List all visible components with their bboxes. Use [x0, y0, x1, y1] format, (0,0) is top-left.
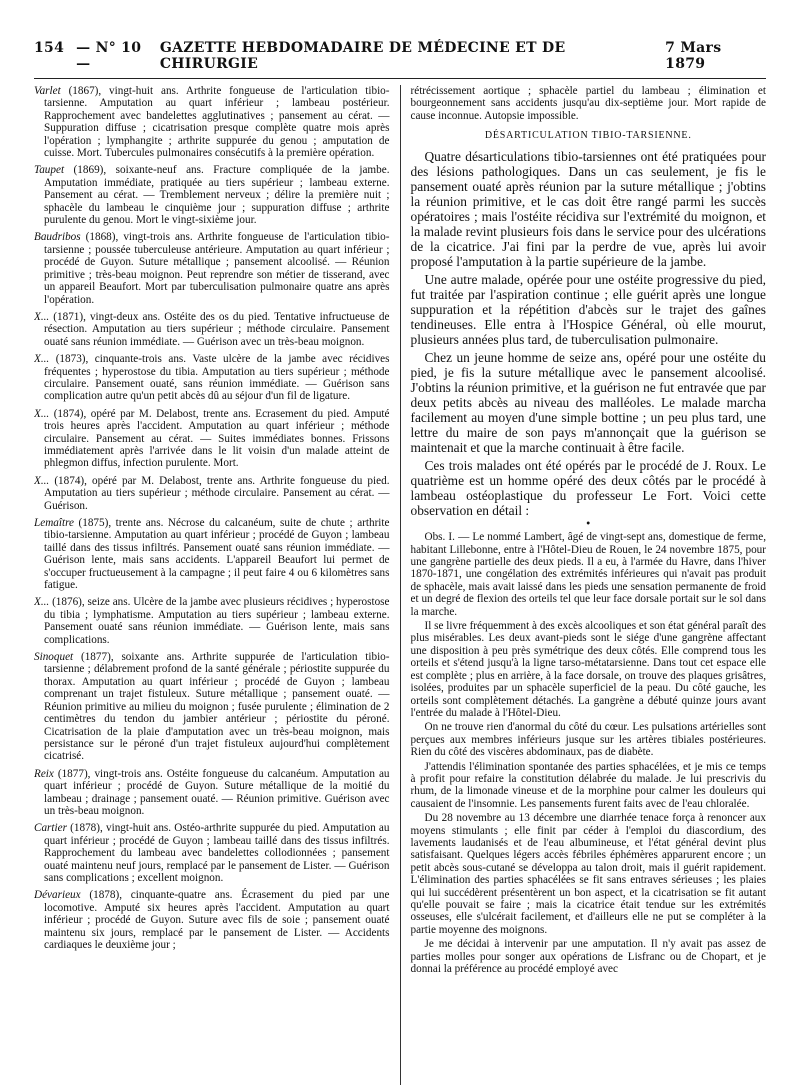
case-text: (1876), seize ans. Ulcère de la jambe avec plusieurs récidives ; hyperostose du tibia ; lymphatisme. Amputation au tiers supérieur ; lambeau externe. Pansement ouaté sans réunion immédiate. — Guérison lente, mais sans complications.	[44, 596, 390, 646]
left-column	[34, 85, 401, 1085]
patient-name: X...	[34, 407, 50, 420]
case-text: (1874), opéré par M. Delabost, trente ans. Ecrasement du pied. Amputé trois heures après l'accident. Amputation au quart inférieur ; méthode circulaire. Pansement au cérat. — Suites immédiates bonnes. Frissons immédiatement après l'arrivée dans le lit voisin d'un malade atteint de phlegmon diffus, infection purulente. Mort.	[44, 407, 390, 470]
case-entry	[34, 164, 390, 226]
patient-name: X...	[34, 596, 50, 609]
page-number: 154	[34, 40, 65, 56]
body-paragraph: Quatre désarticulations tibio-tarsiennes ont été pratiquées pour des lésions pathologiques. Dans un cas seulement, je fis le pansement ouaté après réunion par la suture métallique ; j'obtins la réunion primitive, et le cas doit être rangé parmi les succès opératoires ; mais l'ostéite récidiva sur l'extrémité du moignon, et la malade revint plusieurs fois dans le service pour des ulcérations de la cicatrice. J'ai fini par la perdre de vue, après lui avoir proposé l'amputation à la partie supérieure de la jambe.	[410, 149, 766, 270]
patient-name: Dévarieux	[34, 889, 81, 902]
case-text: (1869), soixante-neuf ans. Fracture compliquée de la jambe. Amputation immédiate, pratiquée au tiers supérieur ; lambeau externe. Pansement au cérat. — Tremblement nerveux ; délire la première nuit ; sphacèle du lambeau le cinquième jour ; suppuration diffuse ; arthrite purulente du genou. Mort le vingt-sixième jour.	[44, 164, 390, 227]
right-column	[401, 85, 767, 1085]
case-entry	[34, 408, 390, 470]
patient-name: X...	[34, 353, 50, 366]
case-entry	[34, 596, 390, 646]
case-text: (1873), cinquante-trois ans. Vaste ulcère de la jambe avec récidives fréquentes ; hyperostose du tibia. Amputation au tiers supérieur ; méthode circulaire. Pansement ouaté, sans réunion immédiate. — Guérison sans complication autre qu'un petit abcès dû au séjour d'un fil de ligature.	[44, 353, 390, 403]
patient-name: Reix	[34, 767, 54, 780]
header-left	[34, 40, 160, 72]
observation-paragraphs	[411, 531, 767, 975]
case-text: (1877), vingt-trois ans. Ostéite fongueuse du calcanéum. Amputation au quart inférieur ; procédé de Guyon. Suture métallique de la moitié du lambeau ; drainage ; pansement ouaté. — Réunion primitive. Guérison avec un très-beau moignon.	[44, 767, 390, 817]
separator-dot: •	[585, 519, 592, 531]
case-entry	[34, 768, 390, 818]
case-text: (1878), vingt-huit ans. Ostéo-arthrite suppurée du pied. Amputation au quart inférieur ; procédé de Guyon ; lambeau taillé dans des tissus infiltrés. Rapprochement du lambeau avec bandelettes collodionnées ; pansement ouaté maintenu neuf jours, remplacé par le pansement de Lister. — Guérison sans complications ; excellent moignon.	[44, 822, 390, 884]
case-entry	[34, 889, 390, 951]
observation-paragraph: Je me décidai à intervenir par une amputation. Il n'y avait pas assez de parties molles pour songer aux opérations de Lisfranc ou de Chopart, et je donnai la préférence au procédé employé avec	[410, 938, 766, 976]
patient-name: Cartier	[34, 822, 67, 835]
patient-name: Sinoquet	[34, 651, 74, 664]
case-entry	[34, 822, 390, 884]
observation-paragraph: Il se livre fréquemment à des excès alcooliques et son état général paraît des plus misérables. Les deux avant-pieds sont le siége d'une gangrène affectant une disposition à peu près symétrique des deux côtés. Elle comprend tous les orteils et s'étend jusqu'à la ligne tarso-métatarsienne. Dans tout cet espace elle est complète ; plus en arrière, à la face dorsale, on trouve des plaques grisâtres, isolées, produites par un sphacèle superficiel de la peau. Du côté gauche, les orteils sont complètement détachés. La gangrène a débuté quinze jours avant l'entrée du malade à l'Hôtel-Dieu.	[410, 620, 766, 719]
body-paragraph: Ces trois malades ont été opérés par le procédé de J. Roux. Le quatrième est un homme opéré des deux côtés par le procédé à lambeau ostéoplastique du professeur Le Fort. Voici cette observation en détail :	[410, 458, 766, 519]
patient-name: Taupet	[34, 164, 65, 177]
case-text: (1874), opéré par M. Delabost, trente ans. Arthrite fongueuse du pied. Amputation au tiers supérieur ; méthode circulaire. Pansement au cérat. — Guérison.	[44, 474, 390, 512]
case-entry	[34, 517, 390, 591]
patient-name: Baudribos	[34, 231, 81, 244]
patient-name: Varlet	[34, 85, 61, 97]
observation-paragraph: J'attendis l'élimination spontanée des parties sphacélées, et je mis ce temps à profit pour refaire la constitution délabrée du malade. Je lui prescrivis du rhum, de la limonade vineuse et de la morphine pour calmer les douleurs qui causaient de l'insomnie. Les pansements furent faits avec de l'eau chloralée.	[410, 760, 766, 810]
continuation-paragraph: rétrécissement aortique ; sphacèle partiel du lambeau ; élimination et bourgeonnement sans accidents jusqu'au dix-septième jour. Mort rapide de cause inconnue. Autopsie impossible.	[410, 85, 766, 122]
case-text: (1868), vingt-trois ans. Arthrite fongueuse de l'articulation tibio-tarsienne ; poussée tuberculeuse antérieure. Amputation au quart inférieur ; procédé de Guyon. Suture métallique ; pansement alcoolisé. — Réunion primitive ; très-beau moignon. Peut reprendre son métier de tisserand, avec un appareil Beaufort. Mort par tuberculisation pulmonaire quatre ans après l'opération.	[44, 231, 390, 306]
page-header	[34, 40, 766, 79]
observation-paragraph: On ne trouve rien d'anormal du côté du cœur. Les pulsations artérielles sont perçues aux membres inférieurs jusque sur les artères tibiales postérieures. Rien du côté des viscères abdominaux, pas de diabète.	[410, 721, 766, 759]
patient-name: X...	[34, 474, 50, 487]
observation-paragraph: Du 28 novembre au 13 décembre une diarrhée tenace força à renoncer aux moyens stimulants ; elle finit par céder à l'emploi du diascordium, des lavements laudanisés et de l'eau albumineuse, et l'état général devint plus satisfaisant. Quelques légers accès fébriles éphémères apparurent encore ; un petit abcès sous-cutané se développa au talon droit, mais il guérit rapidement. L'élimination des parties sphacélées se fit sans entraves sérieuses ; les plaies qui lui succédèrent présentèrent un bon aspect, et la cicatrisation se fit autant qu'elle pouvait se faire ; mais la cicatrice était tendue sur les extrémités osseuses, elle s'ulcérait facilement, et d'ailleurs elle ne put se compléter à la partie moyenne des moignons.	[410, 812, 766, 936]
case-text: (1875), trente ans. Nécrose du calcanéum, suite de chute ; arthrite tibio-tarsienne. Amputation au quart inférieur ; procédé de Guyon ; lambeau taillé dans des tissus infiltrés. Pansement ouaté sans réunion immédiate. — Guérison lente, mais sans accidents. L'appareil Beaufort lui permet de s'occuper fructueusement à la campagne ; il peut faire 4 ou 6 kilomètres sans fatigue.	[44, 517, 390, 592]
case-text: (1867), vingt-huit ans. Arthrite fongueuse de l'articulation tibio-tarsienne. Amputation au quart inférieur ; lambeau postérieur. Rapprochement avec bandelettes agglutinatives ; pansement au cérat. — Suppuration diffuse ; cicatrisation presque complète quatre mois après l'opération ; lymphangite ; arthrite suppurée du genou ; amputation de cuisse. Mort. Tubercules pulmonaires consécutifs à la première opération.	[44, 85, 390, 160]
case-text: (1871), vingt-deux ans. Ostéite des os du pied. Tentative infructueuse de résection. Amputation au tiers supérieur ; méthode circulaire. Pansement ouaté sans réunion immédiate. — Guérison avec un très-beau moignon.	[44, 310, 390, 348]
case-entry	[34, 311, 390, 348]
two-column-body	[34, 85, 766, 1085]
issue-number: — N° 10 —	[76, 40, 142, 72]
case-entry	[34, 475, 390, 512]
issue-date: 7 Mars 1879	[665, 40, 722, 72]
patient-name: Lemaître	[34, 517, 74, 529]
journal-title: GAZETTE HEBDOMADAIRE DE MÉDECINE ET DE CHIRURGIE	[159, 40, 566, 72]
body-paragraph: Une autre malade, opérée pour une ostéite progressive du pied, fut traitée par l'aspiration continue ; elle guérit après une longue suppuration et la répétition d'abcès sur le trajet des gaînes tendineuses. Elle entra à l'Hospice Général, où elle mourut, plusieurs années plus tard, de tuberculisation pulmonaire.	[410, 272, 766, 348]
section-title: DÉSARTICULATION TIBIO-TARSIENNE.	[484, 130, 692, 142]
case-entry	[34, 651, 390, 763]
main-paragraphs	[411, 149, 767, 518]
case-text: (1877), soixante ans. Arthrite suppurée de l'articulation tibio-tarsienne ; délabrement profond de la santé générale ; périostite suppurée du thorax. Amputation au quart inférieur ; procédé de Guyon ; lambeau comprenant un trajet fistuleux. Suture métallique ; pansement ouaté. — Réunion primitive au milieu du moignon ; fusée purulente ; élimination de 2 centimètres du tendon du jambier antérieur ; périostite du péroné. Cicatrisation de la plaie d'amputation avec un très-beau moignon, mais persistance sur le péroné d'un trajet fistuleux aujourd'hui complètement cicatrisé.	[44, 651, 390, 763]
case-text: (1878), cinquante-quatre ans. Écrasement du pied par une locomotive. Amputé six heures après l'accident. Amputation au quart inférieur ; procédé de Guyon. Suture avec fils de soie ; pansement ouaté maintenu six jours, remplacé par le pansement de Lister. — Accidents cardiaques le deuxième jour ;	[44, 889, 390, 951]
observation-paragraph: Obs. I. — Le nommé Lambert, âgé de vingt-sept ans, domestique de ferme, habitant Lillebonne, entre à l'Hôtel-Dieu de Rouen, le 24 novembre 1875, pour une gangrène partielle des deux pieds. Il a eu, à l'armée du Havre, dans l'hiver 1870-1871, une congélation des extrémités inférieures qui n'avait pas produit de sphacèle, mais avait laissé dans les pieds une sensation permanente de froid et un degré de flexion des orteils tel que leur face dorsale portait sur le sol dans la marche.	[410, 531, 766, 618]
patient-name: X...	[34, 310, 50, 323]
body-paragraph: Chez un jeune homme de seize ans, opéré pour une ostéite du pied, je fis la suture métallique avec le pansement alcoolisé. J'obtins la réunion primitive, et la guérison ne fut entravée que par deux petits abcès au niveau des malléoles. Le malade marcha facilement au moyen d'une simple bottine ; un peu plus tard, une lettre du maire de son pays m'annonçait que la guérison se maintenait et que la marche continuait à être facile.	[410, 350, 766, 456]
case-entry	[34, 231, 390, 305]
case-entry	[34, 85, 390, 159]
case-entry	[34, 353, 390, 403]
